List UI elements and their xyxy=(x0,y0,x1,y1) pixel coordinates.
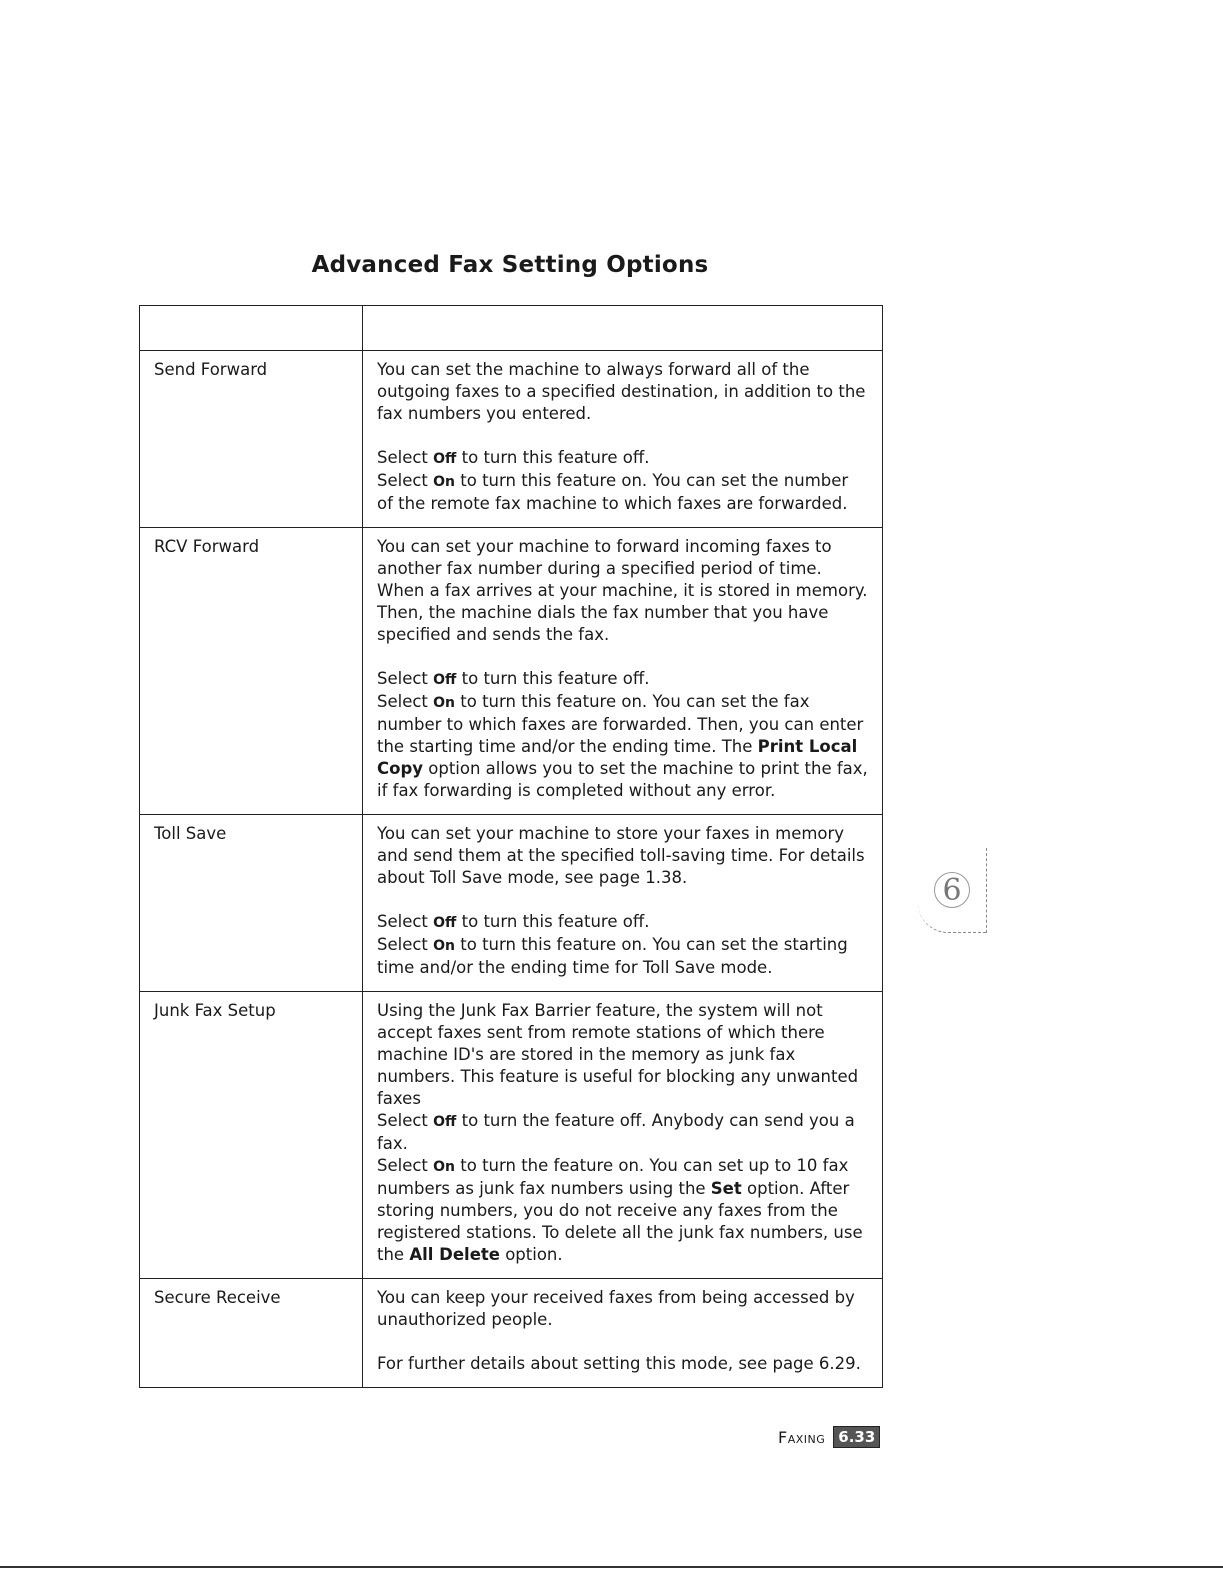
description-text: Select xyxy=(377,692,434,711)
table-row xyxy=(140,1279,883,1388)
page-number: 6.33 xyxy=(833,1426,880,1448)
description-text: Select xyxy=(377,1156,434,1175)
description-text: to turn this feature on. You can set the starting time and/or the ending time for Toll Save mode. xyxy=(377,935,848,977)
description-text: You can set the machine to always forward all of the outgoing faxes to a specified destination, in addition to the fax numbers you entered. xyxy=(377,360,866,423)
emphasized-term: Set xyxy=(710,1179,742,1198)
chapter-tab xyxy=(918,848,987,933)
emphasized-term: Off xyxy=(433,451,457,467)
option-description xyxy=(363,992,883,1279)
table-row xyxy=(140,351,883,528)
header-description: Description xyxy=(363,306,883,351)
option-name: Toll Save xyxy=(140,815,363,992)
table-header-row xyxy=(140,306,883,351)
description-text: You can set your machine to store your faxes in memory and send them at the specified toll-saving time. For details about Toll Save mode, see page 1.38. xyxy=(377,824,865,887)
page-title: Advanced Fax Setting Options xyxy=(311,252,709,278)
description-paragraph xyxy=(377,536,868,646)
option-name: Secure Receive xyxy=(140,1279,363,1388)
description-text: to turn this feature off. xyxy=(456,912,650,931)
chapter-number: 6 xyxy=(934,872,970,908)
table-row xyxy=(140,528,883,815)
emphasized-term: On xyxy=(433,695,456,711)
description-paragraph xyxy=(377,447,868,515)
option-name: Send Forward xyxy=(140,351,363,528)
emphasized-term: Off xyxy=(433,672,457,688)
description-text: to turn this feature on. You can set the number of the remote fax machine to which faxes are forwarded. xyxy=(377,471,849,513)
emphasized-term: On xyxy=(433,1159,456,1175)
table-row xyxy=(140,992,883,1279)
description-paragraph xyxy=(377,359,868,425)
description-text: to turn this feature off. xyxy=(456,448,650,467)
description-text: to turn the feature on. You can set up to 10 fax numbers as junk fax numbers using the xyxy=(377,1156,849,1198)
option-description xyxy=(363,528,883,815)
description-text: Select xyxy=(377,1111,434,1130)
option-description xyxy=(363,1279,883,1388)
description-text: option. After storing numbers, you do not receive any faxes from the registered stations. To delete all the junk fax numbers, use the xyxy=(377,1179,863,1264)
option-description xyxy=(363,815,883,992)
description-text: option. xyxy=(499,1245,563,1264)
description-text: to turn this feature on. You can set the fax number to which faxes are forwarded. Then, you can enter the starting time and/or the ending time. The xyxy=(377,692,864,756)
description-paragraph xyxy=(377,1000,868,1266)
description-paragraph xyxy=(377,1287,868,1331)
footer-section: Faxing xyxy=(778,1427,826,1447)
description-text: Select xyxy=(377,669,434,688)
emphasized-term: Off xyxy=(433,1114,457,1130)
description-text: Select xyxy=(377,935,434,954)
description-paragraph xyxy=(377,911,868,979)
description-text: to turn this feature off. xyxy=(456,669,650,688)
emphasized-term: Off xyxy=(433,915,457,931)
description-text: to turn the feature off. Anybody can send you a fax. xyxy=(377,1111,855,1153)
description-text: For further details about setting this mode, see page 6.29. xyxy=(377,1354,861,1373)
description-paragraph xyxy=(377,823,868,889)
header-option: Option xyxy=(140,306,363,351)
emphasized-term: On xyxy=(433,474,456,490)
description-text: Select xyxy=(377,448,434,467)
option-name: Junk Fax Setup xyxy=(140,992,363,1279)
page-bottom-rule xyxy=(0,1566,1223,1568)
emphasized-term: All Delete xyxy=(409,1245,500,1264)
option-name: RCV Forward xyxy=(140,528,363,815)
description-paragraph xyxy=(377,1353,868,1375)
description-text: Select xyxy=(377,912,434,931)
options-table xyxy=(139,305,883,1388)
description-paragraph xyxy=(377,668,868,802)
emphasized-term: Print Local Copy xyxy=(377,737,858,778)
description-text: You can set your machine to forward incoming faxes to another fax number during a specified period of time. When a fax arrives at your machine, it is stored in memory. Then, the machine dials the fax number that you have specified and sends the fax. xyxy=(377,537,868,644)
emphasized-term: On xyxy=(433,938,456,954)
table-row xyxy=(140,815,883,992)
description-text: option allows you to set the machine to print the fax, if fax forwarding is completed without any error. xyxy=(377,759,868,800)
description-text: You can keep your received faxes from being accessed by unauthorized people. xyxy=(377,1288,855,1329)
option-description xyxy=(363,351,883,528)
description-text: Select xyxy=(377,471,434,490)
description-text: Using the Junk Fax Barrier feature, the system will not accept faxes sent from remote stations of which there machine ID's are stored in the memory as junk fax numbers. This feature is useful for blocking any unwanted faxes xyxy=(377,1001,859,1108)
page-footer xyxy=(778,1425,880,1449)
